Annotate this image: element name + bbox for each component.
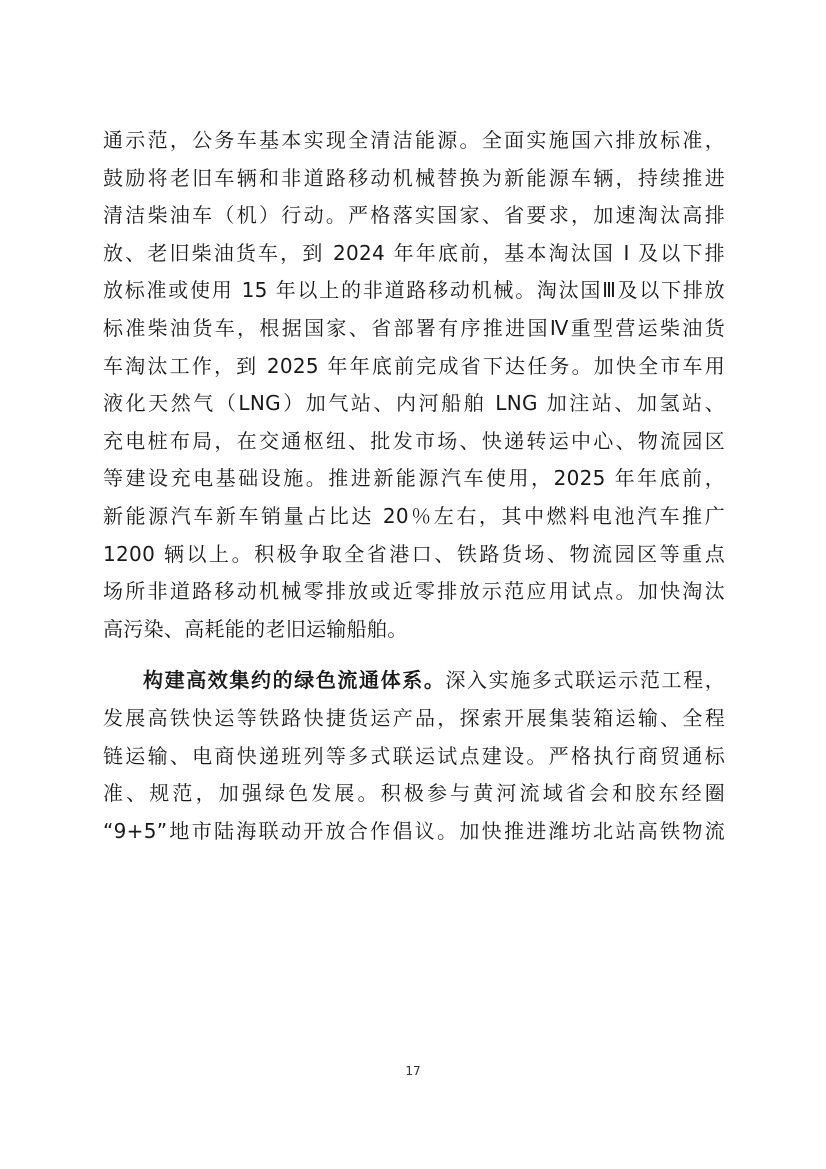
text-line: 高污染、高耗能的老旧运输船舶。 [103, 616, 408, 641]
text-line: 链运输、电商快递班列等多式联运试点建设。严格执行商贸通标 [103, 743, 725, 768]
paragraph-1 [103, 122, 725, 648]
text-line: 发展高铁快运等铁路快捷货运产品，探索开展集装箱运输、全程 [103, 705, 725, 730]
text-line: 充电桩布局，在交通枢纽、批发市场、快递转运中心、物流园区 [103, 428, 725, 453]
paragraph-first-line [103, 662, 725, 700]
text-line: 标准柴油货车，根据国家、省部署有序推进国Ⅳ重型营运柴油货 [103, 315, 725, 340]
text-line: 场所非道路移动机械零排放或近零排放示范应用试点。加快淘汰 [103, 579, 725, 604]
text-line: 新能源汽车新车销量占比达 20％左右，其中燃料电池汽车推广 [103, 503, 725, 528]
paragraph-spacing [103, 648, 725, 662]
text-line: 等建设充电基础设施。推进新能源汽车使用，2025 年年底前， [103, 466, 725, 491]
text-line: “9+5”地市陆海联动开放合作倡议。加快推进潍坊北站高铁物流 [103, 818, 725, 843]
text-line: 液化天然气（LNG）加气站、内河船舶 LNG 加注站、加氢站、 [103, 391, 725, 416]
text-line: 鼓励将老旧车辆和非道路移动机械替换为新能源车辆，持续推进 [103, 165, 725, 190]
text-line: 清洁柴油车（机）行动。严格落实国家、省要求，加速淘汰高排 [103, 203, 725, 228]
text-line: 放标准或使用 15 年以上的非道路移动机械。淘汰国Ⅲ及以下排放 [103, 278, 725, 303]
heading-followup-text: 深入实施多式联运示范工程， [445, 668, 725, 693]
text-line: 通示范，公务车基本实现全清洁能源。全面实施国六排放标准， [103, 128, 725, 152]
page-number: 17 [405, 1064, 421, 1078]
section-heading: 构建高效集约的绿色流通体系。 [143, 668, 446, 693]
text-line: 准、规范，加强绿色发展。积极参与黄河流域省会和胶东经圈 [103, 781, 725, 806]
text-line: 放、老旧柴油货车，到 2024 年年底前，基本淘汰国 I 及以下排 [103, 240, 725, 265]
text-line: 1200 辆以上。积极争取全省港口、铁路货场、物流园区等重点 [103, 541, 725, 566]
paragraph-2 [103, 662, 725, 850]
text-line: 车淘汰工作，到 2025 年年底前完成省下达任务。加快全市车用 [103, 353, 725, 378]
body-text [103, 122, 725, 850]
